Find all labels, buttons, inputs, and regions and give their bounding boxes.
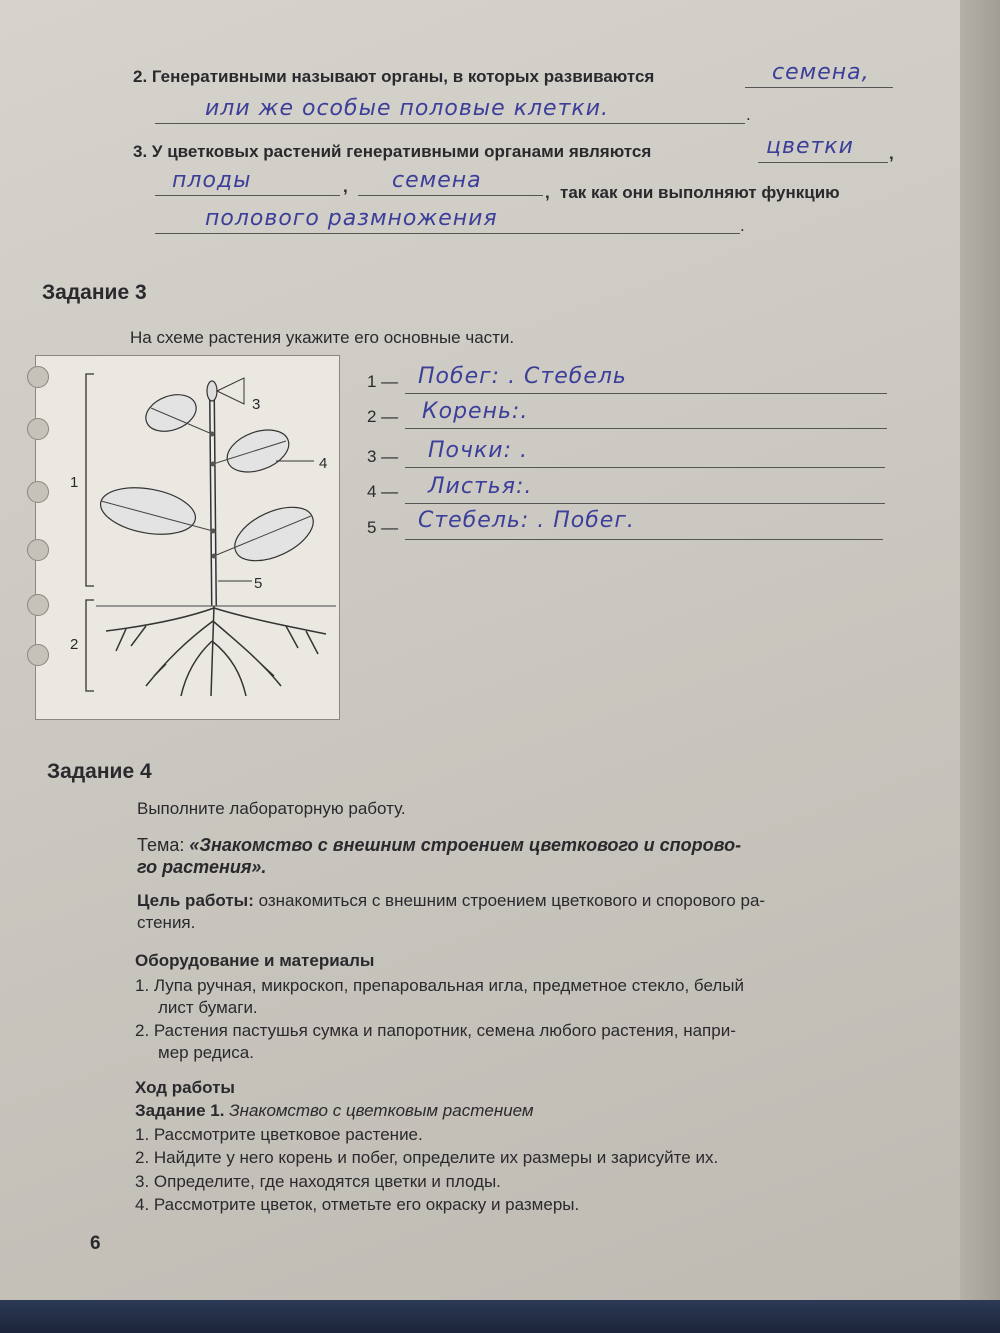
- answer-line: [155, 123, 745, 124]
- question-3-answer-3: семена: [392, 168, 482, 193]
- question-3-answer-1: цветки: [766, 134, 854, 159]
- plant-diagram: [35, 355, 340, 720]
- answer-line: [405, 428, 887, 429]
- task-4-intro: Выполните лабораторную работу.: [137, 799, 406, 818]
- diagram-label-4: 4: [319, 455, 328, 472]
- theme-line-1: Тема: «Знакомство с внешним строением цветкового и спорово-: [137, 835, 742, 855]
- task-4-heading: Задание 4: [47, 760, 152, 783]
- answer-line: [758, 162, 888, 163]
- label-answer-5: Стебель: . Побег.: [418, 508, 635, 533]
- label-answer-3: Почки: .: [428, 438, 528, 463]
- answer-line: [405, 503, 885, 504]
- answer-line: [155, 233, 740, 234]
- answer-line: [405, 467, 885, 468]
- goal-line-2: стения.: [137, 913, 196, 932]
- question-3-text: 3. У цветковых растений генеративными органами являются: [133, 142, 652, 161]
- diagram-label-5: 5: [254, 575, 263, 592]
- goal-line-1: Цель работы: ознакомиться с внешним строением цветкового и спорового ра-: [137, 891, 766, 910]
- page-number: 6: [90, 1233, 101, 1254]
- theme-line-2: го растения».: [137, 857, 267, 877]
- subtask-title: Задание 1. Знакомство с цветковым растением: [135, 1101, 534, 1120]
- label-answer-4: Листья:.: [428, 474, 533, 499]
- label-answer-2: Корень:.: [422, 399, 529, 424]
- task-3-heading: Задание 3: [42, 281, 147, 304]
- equipment-heading: Оборудование и материалы: [135, 951, 375, 970]
- step-2: 2. Найдите у него корень и побег, определите их размеры и зарисуйте их.: [135, 1148, 719, 1167]
- question-3-answer-2: плоды: [172, 168, 252, 193]
- answer-line: [745, 87, 893, 88]
- answer-line: [358, 195, 543, 196]
- equipment-item-2: 2. Растения пастушья сумка и папоротник, семена любого растения, напри-: [135, 1021, 736, 1040]
- step-3: 3. Определите, где находятся цветки и плоды.: [135, 1172, 501, 1191]
- label-row-2: 2 —: [367, 407, 399, 426]
- task-3-instruction: На схеме растения укажите его основные части.: [130, 328, 515, 347]
- step-4: 4. Рассмотрите цветок, отметьте его окраску и размеры.: [135, 1195, 580, 1214]
- table-surface: [0, 1300, 1000, 1333]
- plant-illustration: [36, 356, 341, 721]
- equipment-item-1-cont: лист бумаги.: [158, 998, 258, 1017]
- question-3-answer-4: полового размножения: [205, 206, 498, 231]
- label-row-5: 5 —: [367, 518, 399, 537]
- question-3-mid-text: так как они выполняют функцию: [560, 183, 840, 202]
- label-answer-1: Побег: . Стебель: [418, 364, 627, 389]
- question-2-answer-2: или же особые половые клетки.: [205, 96, 609, 121]
- procedure-heading: Ход работы: [135, 1078, 235, 1097]
- label-row-1: 1 —: [367, 372, 399, 391]
- equipment-item-1: 1. Лупа ручная, микроскоп, препаровальная игла, предметное стекло, белый: [135, 976, 744, 995]
- answer-line: [405, 393, 887, 394]
- equipment-item-2-cont: мер редиса.: [158, 1043, 254, 1062]
- label-row-4: 4 —: [367, 482, 399, 501]
- label-row-3: 3 —: [367, 447, 399, 466]
- diagram-label-1: 1: [70, 474, 79, 491]
- adjacent-page-edge: [960, 0, 1000, 1333]
- question-2-answer-1: семена,: [772, 60, 870, 85]
- diagram-label-3: 3: [252, 396, 261, 413]
- question-2-text: 2. Генеративными называют органы, в которых развиваются: [133, 67, 655, 86]
- answer-line: [155, 195, 340, 196]
- diagram-label-2: 2: [70, 636, 79, 653]
- answer-line: [405, 539, 883, 540]
- step-1: 1. Рассмотрите цветковое растение.: [135, 1125, 423, 1144]
